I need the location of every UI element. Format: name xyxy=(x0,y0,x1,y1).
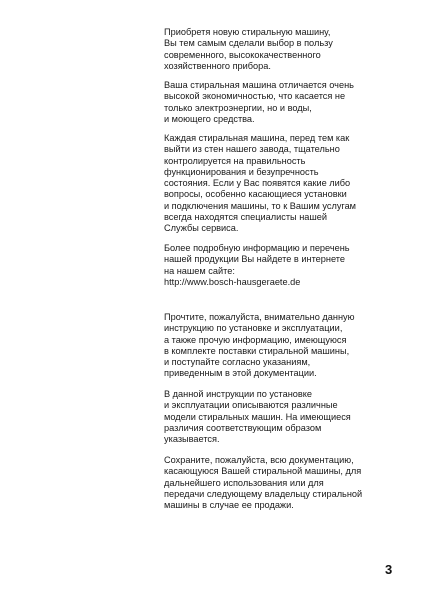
text-line: выйти из стен нашего завода, тщательно xyxy=(164,144,340,155)
text-line: Службы сервиса. xyxy=(164,223,239,234)
text-line: Более подробную информацию и перечень xyxy=(164,243,350,253)
text-line: модели стиральных машин. На имеющиеся xyxy=(164,411,351,422)
text-line: и поступайте согласно указаниям, xyxy=(164,357,311,368)
paragraph-models xyxy=(164,389,400,445)
text-line: Вы тем самым сделали выбор в пользу xyxy=(164,38,333,49)
text-line: Приобретя новую стиральную машину, xyxy=(164,27,331,37)
text-line: указывается. xyxy=(164,434,220,445)
text-line: Каждая стиральная машина, перед тем как xyxy=(164,133,350,143)
text-line: различия соответствующим образом xyxy=(164,422,322,433)
text-line: инструкцию по установке и эксплуатации, xyxy=(164,323,343,334)
text-line: а также прочую информацию, имеющуюся xyxy=(164,334,347,345)
text-line: состояния. Если у Вас появятся какие либо xyxy=(164,178,351,189)
text-line: на нашем сайте: xyxy=(164,265,235,276)
text-line: передачи следующему владельцу стиральной xyxy=(164,488,363,499)
text-line: Сохраните, пожалуйста, всю документацию, xyxy=(164,455,354,465)
text-line: приведенным в этой документации. xyxy=(164,368,317,379)
text-line: хозяйственного прибора. xyxy=(164,60,271,71)
text-line: только электроэнергии, но и воды, xyxy=(164,102,312,113)
website-url: http://www.bosch-hausgeraete.de xyxy=(164,276,301,287)
text-line: высокой экономичностью, что касается не xyxy=(164,91,346,102)
paragraph-keep-documents xyxy=(164,455,400,511)
page-number: 3 xyxy=(385,562,393,577)
text-line: дальнейшего использования или для xyxy=(164,477,324,488)
paragraph-read-instructions xyxy=(164,312,400,380)
paragraph-quality-control xyxy=(164,133,400,235)
text-line: касающуюся Вашей стиральной машины, для xyxy=(164,466,362,477)
text-line: всегда находятся специалисты нашей xyxy=(164,212,328,223)
paragraph-economy xyxy=(164,80,400,125)
text-line: функционирования и безупречность xyxy=(164,166,319,177)
text-line: Прочтите, пожалуйста, внимательно данную xyxy=(164,312,355,322)
paragraph-intro xyxy=(164,27,400,72)
text-line: В данной инструкции по установке xyxy=(164,389,313,399)
text-line: Ваша стиральная машина отличается очень xyxy=(164,80,354,90)
paragraph-website xyxy=(164,243,400,288)
text-line: нашей продукции Вы найдете в интернете xyxy=(164,254,345,265)
text-line: контролируется на правильность xyxy=(164,155,306,166)
text-line: современного, высококачественного xyxy=(164,49,321,60)
text-line: и моющего средства. xyxy=(164,113,255,124)
text-line: и эксплуатации описываются различные xyxy=(164,400,338,411)
text-line: вопросы, особенно касающиеся установки xyxy=(164,189,347,200)
text-line: машины в случае ее продажи. xyxy=(164,500,294,511)
text-line: в комплекте поставки стиральной машины, xyxy=(164,345,350,356)
text-line: и подключения машины, то к Вашим услугам xyxy=(164,200,357,211)
